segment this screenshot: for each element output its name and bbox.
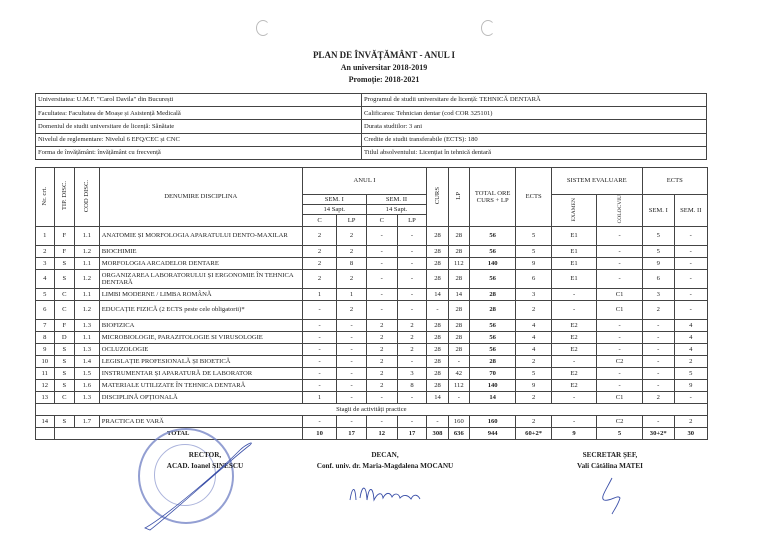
- cell-name: ORGANIZAREA LABORATORULUI ȘI ERGONOMIE ÎN TEHNICA DENTARĂ: [99, 270, 302, 289]
- cell-sem1-c: 2: [302, 258, 337, 270]
- cell-lp: 28: [448, 246, 469, 258]
- cell-nr: 1: [36, 227, 55, 246]
- col-name: DENUMIRE DISCIPLINA: [99, 168, 302, 227]
- cell-total: 140: [469, 258, 516, 270]
- col-colocviu: COLOCVIU: [597, 195, 642, 227]
- total-sem1-c: 10: [302, 428, 337, 440]
- cell-ects: 2: [516, 301, 551, 320]
- total-lp: 636: [448, 428, 469, 440]
- cell-examen: E1: [551, 270, 597, 289]
- cell-examen: E2: [551, 332, 597, 344]
- cell-sem2-lp: 3: [397, 368, 426, 380]
- col-ects-sem1: SEM. I: [642, 195, 674, 227]
- cell-curs: 14: [427, 392, 449, 404]
- academic-year: An universitar 2018-2019: [340, 63, 428, 72]
- cell-ects-sem1: 9: [642, 258, 674, 270]
- info-left: Nivelul de reglementare: Nivelul 6 EFQ/CEC și CNC: [36, 133, 362, 146]
- cell-sem1-lp: -: [337, 344, 366, 356]
- cell-sem1-lp: -: [337, 380, 366, 392]
- col-c2: C: [366, 215, 397, 227]
- cell-name: MORFOLOGIA ARCADELOR DENTARE: [99, 258, 302, 270]
- cell-colocviu: -: [597, 227, 642, 246]
- cell-sem2-c: -: [366, 246, 397, 258]
- cell-sem1-lp: -: [337, 320, 366, 332]
- rector-title: RECTOR,: [188, 451, 222, 459]
- cell-lp: -: [448, 392, 469, 404]
- cell-nr: 8: [36, 332, 55, 344]
- cell-colocviu: -: [597, 246, 642, 258]
- cell-lp: 28: [448, 332, 469, 344]
- cell-nr: 14: [36, 416, 55, 428]
- cell-sem1-c: -: [302, 356, 337, 368]
- cell-name: OCLUZOLOGIE: [99, 344, 302, 356]
- cell-curs: 28: [427, 258, 449, 270]
- cell-cod: 1.3: [74, 320, 99, 332]
- cell-sem1-lp: 1: [337, 289, 366, 301]
- cell-ects-sem1: -: [642, 344, 674, 356]
- cell-sem1-lp: -: [337, 392, 366, 404]
- info-right: Durata studiilor: 3 ani: [362, 120, 707, 133]
- cell-cod: 1.2: [74, 301, 99, 320]
- cell-total: 28: [469, 356, 516, 368]
- rector-name: ACAD. Ioanel SINESCU: [166, 461, 244, 470]
- cell-sem2-lp: -: [397, 227, 426, 246]
- col-lp2: LP: [397, 215, 426, 227]
- cell-lp: 42: [448, 368, 469, 380]
- cell-sem1-lp: -: [337, 368, 366, 380]
- cell-tip: C: [54, 392, 74, 404]
- cell-tip: C: [54, 289, 74, 301]
- cell-examen: E1: [551, 258, 597, 270]
- total-ects: 60+2*: [516, 428, 551, 440]
- cell-tip: S: [54, 344, 74, 356]
- total-sem1-lp: 17: [337, 428, 366, 440]
- cell-examen: E2: [551, 380, 597, 392]
- cell-cod: 1.3: [74, 392, 99, 404]
- cell-ects-sem1: -: [642, 320, 674, 332]
- col-sem1: SEM. I: [302, 195, 366, 205]
- cell-colocviu: -: [597, 332, 642, 344]
- cell-curs: 28: [427, 270, 449, 289]
- cell-examen: -: [551, 392, 597, 404]
- cell-sem1-c: -: [302, 344, 337, 356]
- col-sem2: SEM. II: [366, 195, 426, 205]
- cell-ects-sem2: -: [674, 246, 707, 258]
- cell-sem2-c: -: [366, 258, 397, 270]
- cell-total: 56: [469, 246, 516, 258]
- col-cod: COD DISC.: [74, 168, 99, 227]
- cell-cod: 1.7: [74, 416, 99, 428]
- total-examen: 9: [551, 428, 597, 440]
- cell-cod: 1.1: [74, 258, 99, 270]
- cell-examen: E2: [551, 368, 597, 380]
- dean-title: DECAN,: [371, 451, 399, 459]
- cell-name: ANATOMIE ȘI MORFOLOGIA APARATULUI DENTO-MAXILAR: [99, 227, 302, 246]
- cell-sem2-lp: -: [397, 416, 426, 428]
- promotion: Promoție: 2018-2021: [348, 75, 420, 84]
- cell-curs: -: [427, 416, 449, 428]
- cell-cod: 1.3: [74, 344, 99, 356]
- cell-lp: 160: [448, 416, 469, 428]
- col-weeks1: 14 Sapt.: [302, 205, 366, 215]
- cell-lp: 28: [448, 320, 469, 332]
- cell-ects-sem2: 9: [674, 380, 707, 392]
- cell-sem2-c: 2: [366, 332, 397, 344]
- info-left: Universitatea: U.M.F. "Carol Davila" din București: [36, 94, 362, 107]
- cell-nr: 6: [36, 301, 55, 320]
- cell-ects-sem1: -: [642, 416, 674, 428]
- col-weeks2: 14 Sapt.: [366, 205, 426, 215]
- cell-cod: 1.1: [74, 289, 99, 301]
- cell-sem2-lp: 8: [397, 380, 426, 392]
- cell-total: 70: [469, 368, 516, 380]
- cell-sem2-lp: 2: [397, 320, 426, 332]
- cell-sem1-c: 2: [302, 227, 337, 246]
- cell-cod: 1.5: [74, 368, 99, 380]
- cell-sem2-lp: -: [397, 356, 426, 368]
- cell-nr: 4: [36, 270, 55, 289]
- cell-cod: 1.2: [74, 270, 99, 289]
- cell-total: 140: [469, 380, 516, 392]
- col-ects-sem2: SEM. II: [674, 195, 707, 227]
- cell-cod: 1.2: [74, 246, 99, 258]
- cell-ects: 2: [516, 356, 551, 368]
- cell-tip: S: [54, 380, 74, 392]
- cell-sem2-c: 2: [366, 380, 397, 392]
- cell-curs: 28: [427, 356, 449, 368]
- cell-cod: 1.6: [74, 380, 99, 392]
- cell-examen: E1: [551, 227, 597, 246]
- cell-cod: 1.1: [74, 227, 99, 246]
- col-total: TOTAL ORE CURS + LP: [469, 168, 516, 227]
- cell-ects-sem1: 2: [642, 301, 674, 320]
- cell-ects-sem1: -: [642, 368, 674, 380]
- cell-tip: S: [54, 368, 74, 380]
- cell-lp: 14: [448, 289, 469, 301]
- cell-ects-sem1: -: [642, 380, 674, 392]
- cell-tip: S: [54, 416, 74, 428]
- cell-tip: S: [54, 270, 74, 289]
- cell-colocviu: -: [597, 270, 642, 289]
- total-curs: 308: [427, 428, 449, 440]
- cell-sem2-c: 2: [366, 344, 397, 356]
- cell-sem1-lp: -: [337, 332, 366, 344]
- cell-curs: 28: [427, 332, 449, 344]
- cell-colocviu: -: [597, 368, 642, 380]
- cell-sem2-lp: -: [397, 246, 426, 258]
- cell-examen: E1: [551, 246, 597, 258]
- cell-ects: 6: [516, 270, 551, 289]
- cell-ects: 3: [516, 289, 551, 301]
- cell-name: PRACTICA DE VARĂ: [99, 416, 302, 428]
- info-right: Titlul absolventului: Licențiat în tehnică dentară: [362, 146, 707, 159]
- cell-tip: S: [54, 258, 74, 270]
- cell-total: 160: [469, 416, 516, 428]
- dean-name: Conf. univ. dr. Maria-Magdalena MOCANU: [316, 461, 454, 470]
- cell-sem1-c: -: [302, 332, 337, 344]
- cell-sem1-c: -: [302, 416, 337, 428]
- col-ects: ECTS: [516, 168, 551, 227]
- secretary-title: SECRETAR ȘEF,: [582, 451, 638, 459]
- cell-nr: 3: [36, 258, 55, 270]
- cell-sem2-lp: -: [397, 301, 426, 320]
- cell-name: INSTRUMENTAR ȘI APARATURĂ DE LABORATOR: [99, 368, 302, 380]
- col-anul: ANUL I: [302, 168, 426, 195]
- cell-total: 56: [469, 270, 516, 289]
- cell-lp: 112: [448, 380, 469, 392]
- cell-total: 28: [469, 301, 516, 320]
- cell-total: 28: [469, 289, 516, 301]
- total-sem2-lp: 17: [397, 428, 426, 440]
- cell-sem2-lp: -: [397, 392, 426, 404]
- cell-name: LEGISLAȚIE PROFESIONALĂ ȘI BIOETICĂ: [99, 356, 302, 368]
- cell-sem1-c: -: [302, 301, 337, 320]
- col-curs: CURS: [427, 168, 449, 227]
- cell-ects-sem1: 5: [642, 246, 674, 258]
- cell-ects-sem2: 4: [674, 320, 707, 332]
- cell-nr: 10: [36, 356, 55, 368]
- info-right: Programul de studii universitare de licență: TEHNICĂ DENTARĂ: [362, 94, 707, 107]
- cell-total: 14: [469, 392, 516, 404]
- cell-sem2-lp: 2: [397, 344, 426, 356]
- cell-lp: 28: [448, 301, 469, 320]
- cell-curs: 28: [427, 380, 449, 392]
- cell-total: 56: [469, 332, 516, 344]
- cell-ects: 2: [516, 416, 551, 428]
- cell-ects-sem1: 2: [642, 392, 674, 404]
- cell-ects-sem2: -: [674, 258, 707, 270]
- cell-sem1-c: 2: [302, 270, 337, 289]
- cell-name: EDUCAȚIE FIZICĂ (2 ECTS peste cele obligatorii)*: [99, 301, 302, 320]
- cell-sem2-c: -: [366, 416, 397, 428]
- cell-ects-sem2: -: [674, 289, 707, 301]
- cell-tip: F: [54, 320, 74, 332]
- cell-curs: -: [427, 301, 449, 320]
- cell-lp: 28: [448, 344, 469, 356]
- cell-sem2-lp: -: [397, 289, 426, 301]
- cell-examen: E2: [551, 320, 597, 332]
- total-ects-sem2: 30: [674, 428, 707, 440]
- cell-sem2-c: 2: [366, 320, 397, 332]
- cell-sem2-c: -: [366, 227, 397, 246]
- dean-signature: [350, 488, 420, 500]
- cell-ects: 4: [516, 344, 551, 356]
- cell-tip: F: [54, 246, 74, 258]
- cell-ects-sem1: -: [642, 356, 674, 368]
- cell-nr: 13: [36, 392, 55, 404]
- cell-colocviu: C2: [597, 416, 642, 428]
- col-ects-group: ECTS: [642, 168, 707, 195]
- info-right: Calificarea: Tehnician dentar (cod COR 325101): [362, 107, 707, 120]
- cell-ects-sem2: 4: [674, 332, 707, 344]
- cell-colocviu: C1: [597, 301, 642, 320]
- total-ects-sem1: 30+2*: [642, 428, 674, 440]
- cell-sem1-c: -: [302, 368, 337, 380]
- cell-lp: -: [448, 356, 469, 368]
- cell-name: LIMBI MODERNE / LIMBA ROMÂNĂ: [99, 289, 302, 301]
- cell-ects: 5: [516, 368, 551, 380]
- cell-tip: F: [54, 227, 74, 246]
- cell-ects-sem2: 2: [674, 356, 707, 368]
- secretary-name: Vali Cătălina MATEI: [577, 461, 643, 470]
- cell-ects: 2: [516, 392, 551, 404]
- practice-heading: Stagii de activități practice: [36, 404, 708, 416]
- col-c1: C: [302, 215, 337, 227]
- cell-lp: 112: [448, 258, 469, 270]
- cell-curs: 28: [427, 320, 449, 332]
- cell-sem2-c: 2: [366, 356, 397, 368]
- cell-name: DISCIPLINĂ OPȚIONALĂ: [99, 392, 302, 404]
- cell-examen: E2: [551, 344, 597, 356]
- total-colocviu: 5: [597, 428, 642, 440]
- cell-ects-sem2: 4: [674, 344, 707, 356]
- cell-sem2-lp: -: [397, 270, 426, 289]
- cell-sem2-c: -: [366, 392, 397, 404]
- info-left: Facultatea: Facultatea de Moașe și Asistență Medicală: [36, 107, 362, 120]
- cell-sem2-c: -: [366, 301, 397, 320]
- cell-name: BIOCHIMIE: [99, 246, 302, 258]
- cell-name: MATERIALE UTILIZATE ÎN TEHNICA DENTARĂ: [99, 380, 302, 392]
- cell-examen: -: [551, 356, 597, 368]
- cell-cod: 1.1: [74, 332, 99, 344]
- cell-total: 56: [469, 227, 516, 246]
- cell-nr: 9: [36, 344, 55, 356]
- cell-curs: 28: [427, 227, 449, 246]
- cell-ects-sem1: -: [642, 332, 674, 344]
- cell-ects-sem1: 5: [642, 227, 674, 246]
- cell-sem2-c: -: [366, 270, 397, 289]
- cell-colocviu: -: [597, 344, 642, 356]
- cell-sem1-c: 1: [302, 392, 337, 404]
- cell-colocviu: C1: [597, 289, 642, 301]
- cell-examen: -: [551, 416, 597, 428]
- cell-sem1-lp: 8: [337, 258, 366, 270]
- cell-ects-sem2: -: [674, 227, 707, 246]
- col-lp: LP: [448, 168, 469, 227]
- total-label: TOTAL: [54, 428, 302, 440]
- cell-curs: 28: [427, 344, 449, 356]
- document-title: PLAN DE ÎNVĂȚĂMÂNT - ANUL I: [312, 50, 456, 60]
- cell-examen: -: [551, 289, 597, 301]
- col-lp1: LP: [337, 215, 366, 227]
- cell-ects-sem2: 5: [674, 368, 707, 380]
- info-left: Domeniul de studii universitare de licență: Sănătate: [36, 120, 362, 133]
- cell-nr: 5: [36, 289, 55, 301]
- col-nr: Nr. crt.: [36, 168, 55, 227]
- cell-sem1-c: -: [302, 380, 337, 392]
- cell-name: MICROBIOLOGIE, PARAZITOLOGIE SI VIRUSOLOGIE: [99, 332, 302, 344]
- cell-cod: 1.4: [74, 356, 99, 368]
- cell-sem1-lp: -: [337, 356, 366, 368]
- cell-tip: C: [54, 301, 74, 320]
- cell-sem1-c: -: [302, 320, 337, 332]
- info-right: Credite de studii transferabile (ECTS): 180: [362, 133, 707, 146]
- cell-ects: 5: [516, 246, 551, 258]
- cell-ects-sem2: -: [674, 270, 707, 289]
- cell-sem2-c: -: [366, 289, 397, 301]
- cell-lp: 28: [448, 227, 469, 246]
- cell-sem1-lp: 2: [337, 301, 366, 320]
- cell-curs: 28: [427, 368, 449, 380]
- cell-tip: S: [54, 356, 74, 368]
- cell-ects-sem1: 6: [642, 270, 674, 289]
- cell-sem1-lp: 2: [337, 270, 366, 289]
- rector-signature: [145, 443, 251, 530]
- col-eval: SISTEM EVALUARE: [551, 168, 642, 195]
- cell-nr: 12: [36, 380, 55, 392]
- cell-nr: 11: [36, 368, 55, 380]
- cell-colocviu: -: [597, 258, 642, 270]
- cell-curs: 14: [427, 289, 449, 301]
- cell-nr: 2: [36, 246, 55, 258]
- secretary-signature: [603, 478, 620, 514]
- cell-ects: 5: [516, 227, 551, 246]
- total-sem2-c: 12: [366, 428, 397, 440]
- cell-lp: 28: [448, 270, 469, 289]
- cell-ects-sem1: 3: [642, 289, 674, 301]
- cell-sem1-lp: -: [337, 416, 366, 428]
- cell-sem2-lp: 2: [397, 332, 426, 344]
- cell-ects-sem2: -: [674, 392, 707, 404]
- cell-total: 56: [469, 320, 516, 332]
- cell-ects: 9: [516, 380, 551, 392]
- cell-ects-sem2: 2: [674, 416, 707, 428]
- cell-curs: 28: [427, 246, 449, 258]
- cell-ects: 4: [516, 320, 551, 332]
- cell-colocviu: C1: [597, 392, 642, 404]
- cell-sem2-lp: -: [397, 258, 426, 270]
- cell-colocviu: -: [597, 380, 642, 392]
- cell-examen: -: [551, 301, 597, 320]
- cell-ects-sem2: -: [674, 301, 707, 320]
- col-examen: EXAMEN: [551, 195, 597, 227]
- cell-sem1-c: 1: [302, 289, 337, 301]
- cell-nr: 7: [36, 320, 55, 332]
- cell-sem1-lp: 2: [337, 227, 366, 246]
- cell-colocviu: C2: [597, 356, 642, 368]
- col-tip: TIP. DISC.: [54, 168, 74, 227]
- cell-sem1-lp: 2: [337, 246, 366, 258]
- cell-sem2-c: 2: [366, 368, 397, 380]
- info-left: Forma de învățământ: învățământ cu frecvență: [36, 146, 362, 159]
- cell-tip: D: [54, 332, 74, 344]
- cell-sem1-c: 2: [302, 246, 337, 258]
- cell-ects: 4: [516, 332, 551, 344]
- total-total: 944: [469, 428, 516, 440]
- cell-colocviu: -: [597, 320, 642, 332]
- cell-total: 56: [469, 344, 516, 356]
- cell-ects: 9: [516, 258, 551, 270]
- cell-name: BIOFIZICA: [99, 320, 302, 332]
